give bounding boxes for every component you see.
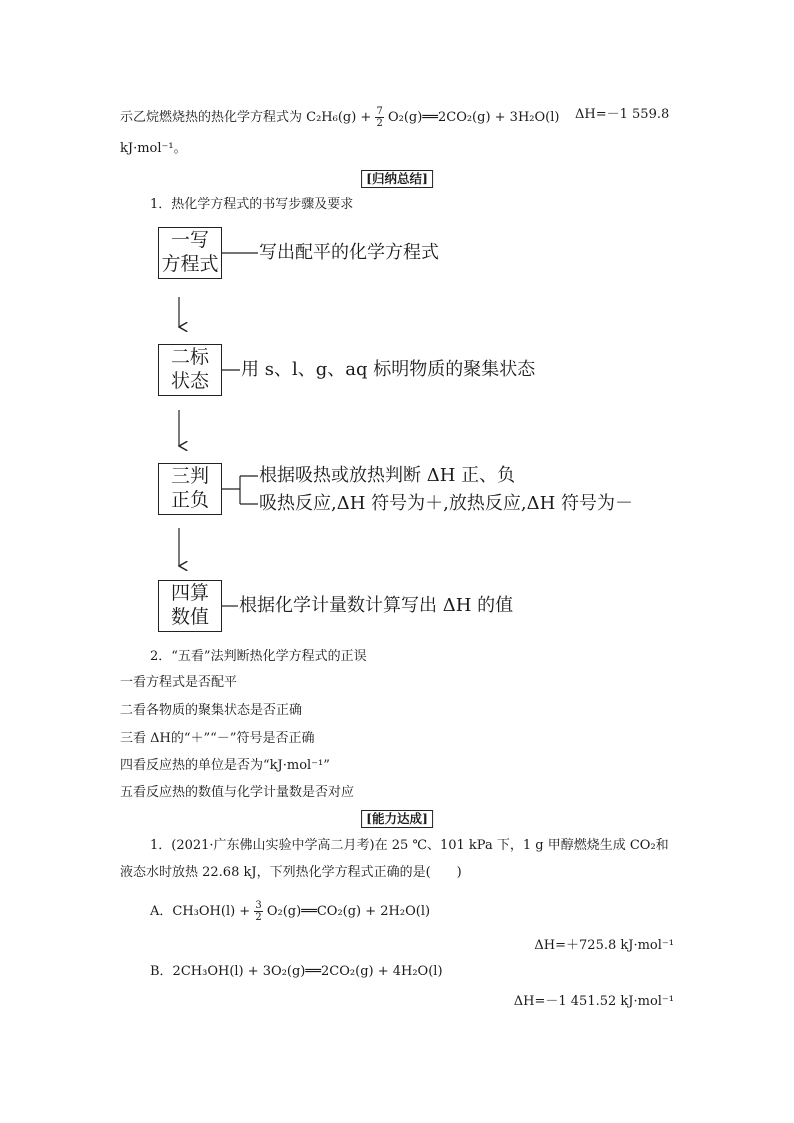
step-3-line2: 正负 bbox=[170, 489, 209, 511]
intro-text-post: O₂(g)══2CO₂(g) + 3H₂O(l) bbox=[387, 110, 560, 125]
option-a-fraction-denominator: 2 bbox=[255, 912, 262, 923]
step-box-4 bbox=[158, 580, 222, 632]
intro-continuation: kJ·mol⁻¹。 bbox=[120, 141, 187, 156]
check-1: 一看方程式是否配平 bbox=[120, 675, 238, 690]
question-1-line2: 液态水时放热 22.68 kJ，下列热化学方程式正确的是( ) bbox=[120, 865, 462, 880]
option-a-pre: A．CH₃OH(l) + bbox=[150, 904, 255, 919]
check-3: 三看 ΔH的“＋”“－”符号是否正确 bbox=[120, 731, 315, 746]
item2-title: 2．“五看”法判断热化学方程式的正误 bbox=[150, 649, 367, 664]
option-b-delta-h: ΔH=－1 451.52 kJ·mol⁻¹ bbox=[513, 994, 674, 1009]
option-a-fraction-numerator: 3 bbox=[255, 900, 262, 911]
intro-fraction-numerator: 7 bbox=[376, 106, 383, 117]
item1-title: 1．热化学方程式的书写步骤及要求 bbox=[150, 197, 354, 212]
step-4-line2: 数值 bbox=[170, 606, 209, 628]
option-a bbox=[150, 900, 430, 923]
step-2-line2: 状态 bbox=[170, 370, 209, 392]
step-1-line1: 一写 bbox=[170, 229, 209, 251]
option-a-post: O₂(g)══CO₂(g) + 2H₂O(l) bbox=[266, 904, 431, 919]
step-1-desc: 写出配平的化学方程式 bbox=[259, 242, 439, 263]
option-b: B．2CH₃OH(l) + 3O₂(g)══2CO₂(g) + 4H₂O(l) bbox=[150, 964, 443, 979]
intro-delta-h: ΔH=－1 559.8 bbox=[575, 107, 670, 122]
question-1-line1: 1．(2021·广东佛山实验中学高二月考)在 25 ℃、101 kPa 下，1 g 甲醇燃烧生成 CO₂和 bbox=[150, 838, 669, 853]
intro-fraction-denominator: 2 bbox=[376, 118, 383, 129]
step-box-3 bbox=[158, 463, 222, 515]
step-4-desc: 根据化学计量数计算写出 ΔH 的值 bbox=[239, 595, 514, 616]
summary-header: [归纳总结] bbox=[361, 170, 433, 188]
step-3-desc2: 吸热反应,ΔH 符号为＋,放热反应,ΔH 符号为－ bbox=[259, 493, 633, 514]
step-box-2 bbox=[158, 344, 222, 396]
step-1-line2: 方程式 bbox=[161, 253, 219, 275]
step-2-desc: 用 s、l、g、aq 标明物质的聚集状态 bbox=[241, 359, 536, 380]
check-5: 五看反应热的数值与化学计量数是否对应 bbox=[120, 785, 355, 800]
step-3-desc1: 根据吸热或放热判断 ΔH 正、负 bbox=[259, 465, 516, 486]
step-3-line1: 三判 bbox=[170, 465, 209, 487]
option-a-delta-h: ΔH=＋725.8 kJ·mol⁻¹ bbox=[534, 938, 674, 953]
check-4: 四看反应热的单位是否为“kJ·mol⁻¹” bbox=[120, 758, 330, 773]
practice-header: [能力达成] bbox=[361, 810, 433, 828]
intro-text-pre: 示乙烷燃烧热的热化学方程式为 C₂H₆(g) + bbox=[120, 110, 376, 125]
step-box-1 bbox=[158, 227, 222, 279]
check-2: 二看各物质的聚集状态是否正确 bbox=[120, 703, 303, 718]
option-a-fraction bbox=[254, 900, 262, 923]
step-4-line1: 四算 bbox=[170, 582, 209, 604]
step-2-line1: 二标 bbox=[170, 346, 209, 368]
